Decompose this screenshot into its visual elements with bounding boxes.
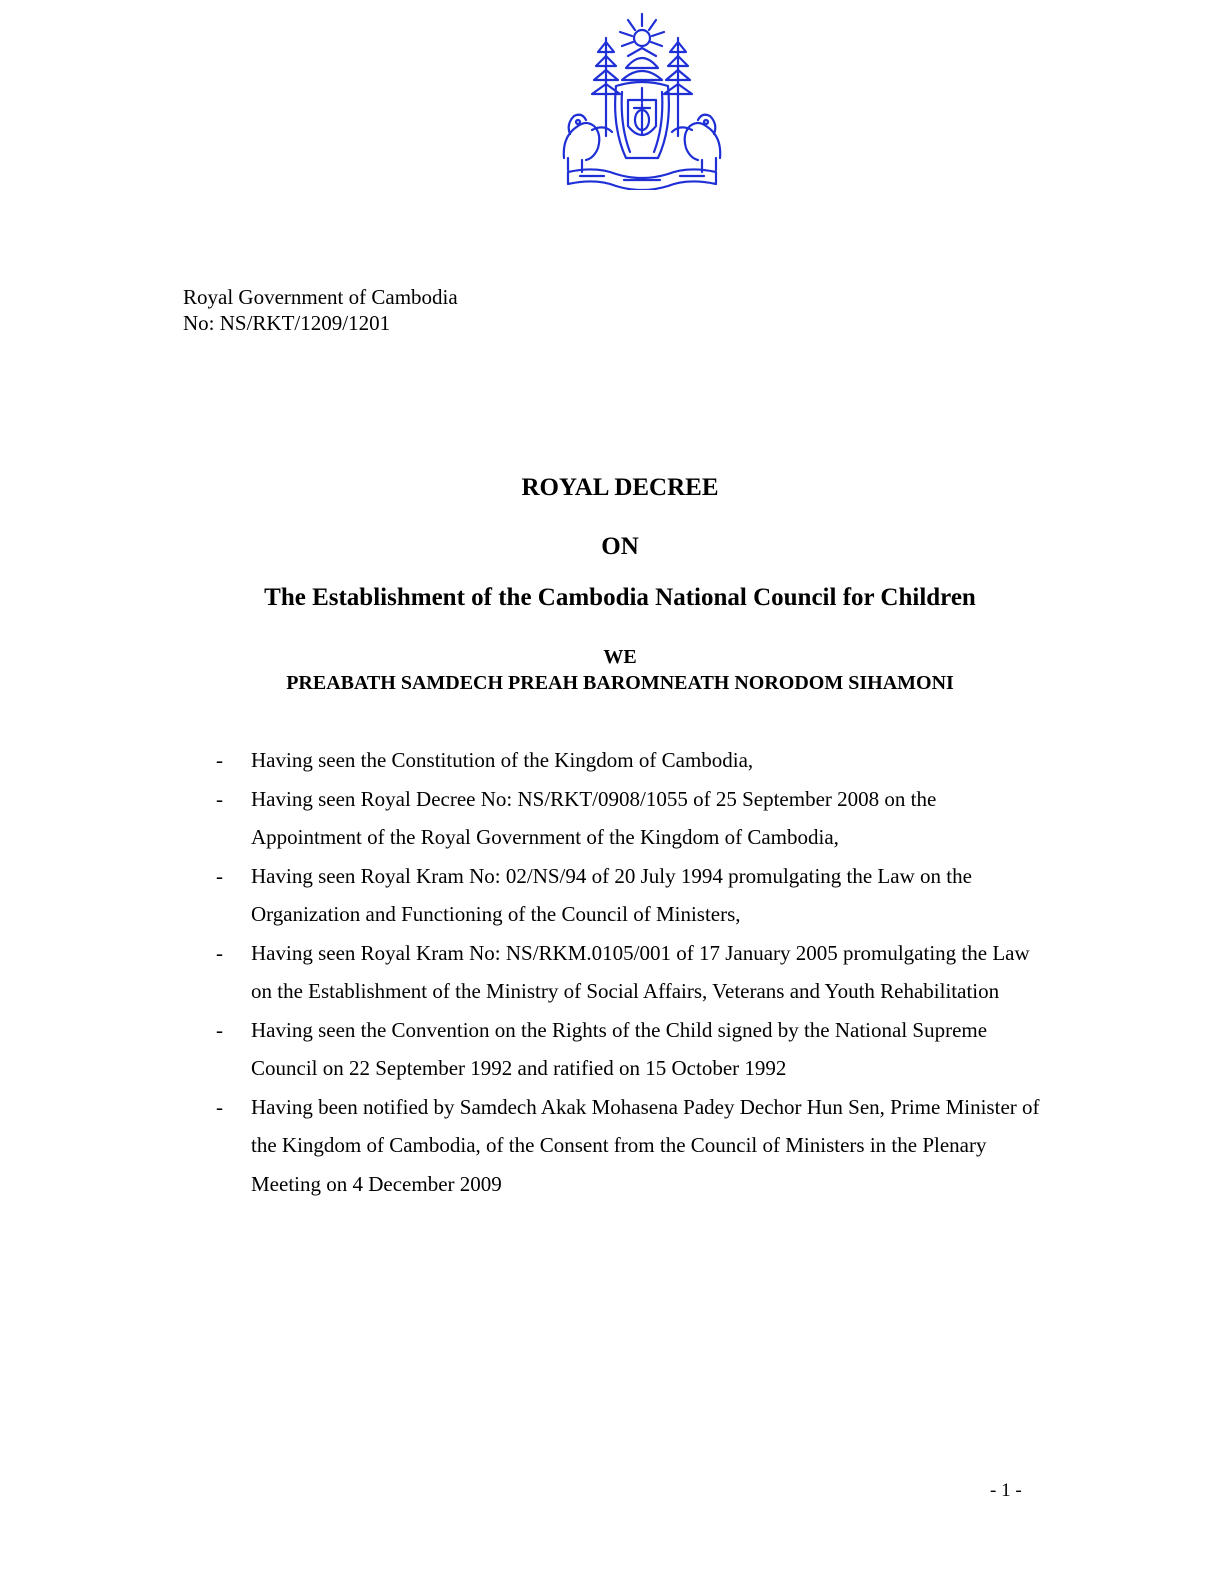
recital-item <box>214 1011 1044 1088</box>
recitals-list <box>214 741 1044 1203</box>
recital-text: Having seen the Convention on the Rights of the Child signed by the National Supreme Council on 22 September 1992 and ratified on 15 October 1992 <box>251 1017 988 1080</box>
list-dash: - <box>216 786 223 811</box>
recital-text: Having seen Royal Kram No: NS/RKM.0105/001 of 17 January 2005 promulgating the Law on the Establishment of the Ministry of Social Affairs, Veterans and Youth Rehabilitation <box>251 940 1030 1003</box>
list-dash: - <box>216 1094 223 1119</box>
recital-item <box>214 1088 1044 1204</box>
issuer-government: Royal Government of Cambodia <box>183 285 458 309</box>
recital-item <box>214 741 1044 780</box>
recital-item <box>214 780 1044 857</box>
document-subject: The Establishment of the Cambodia National Council for Children <box>264 584 976 611</box>
recital-item <box>214 857 1044 934</box>
recital-text: Having seen the Constitution of the Kingdom of Cambodia, <box>251 748 754 772</box>
issuer-block <box>183 284 458 336</box>
list-dash: - <box>216 1017 223 1042</box>
list-dash: - <box>216 940 223 965</box>
recital-text: Having seen Royal Kram No: 02/NS/94 of 20 July 1994 promulgating the Law on the Organization and Functioning of the Council of Ministers, <box>251 863 972 926</box>
document-title-on: ON <box>601 533 639 560</box>
sovereign-name: PREABATH SAMDECH PREAH BAROMNEATH NORODOM SIHAMONI <box>286 672 954 694</box>
list-dash: - <box>216 748 223 772</box>
page-number: - 1 - <box>990 1480 1022 1501</box>
list-dash: - <box>216 863 223 888</box>
recital-text: Having been notified by Samdech Akak Mohasena Padey Dechor Hun Sen, Prime Minister of the Kingdom of Cambodia, of the Consent from the Council of Ministers in the Plenary Meeting on 4 December 2009 <box>251 1094 1040 1196</box>
recital-item <box>214 934 1044 1011</box>
recital-text: Having seen Royal Decree No: NS/RKT/0908/1055 of 25 September 2008 on the Appointment of the Royal Government of the Kingdom of Cambodia, <box>251 786 937 849</box>
sovereign-we: WE <box>603 646 637 668</box>
royal-coat-of-arms-icon <box>556 8 728 190</box>
document-title: ROYAL DECREE <box>521 474 719 501</box>
issuer-decree-number: No: NS/RKT/1209/1201 <box>183 311 391 335</box>
